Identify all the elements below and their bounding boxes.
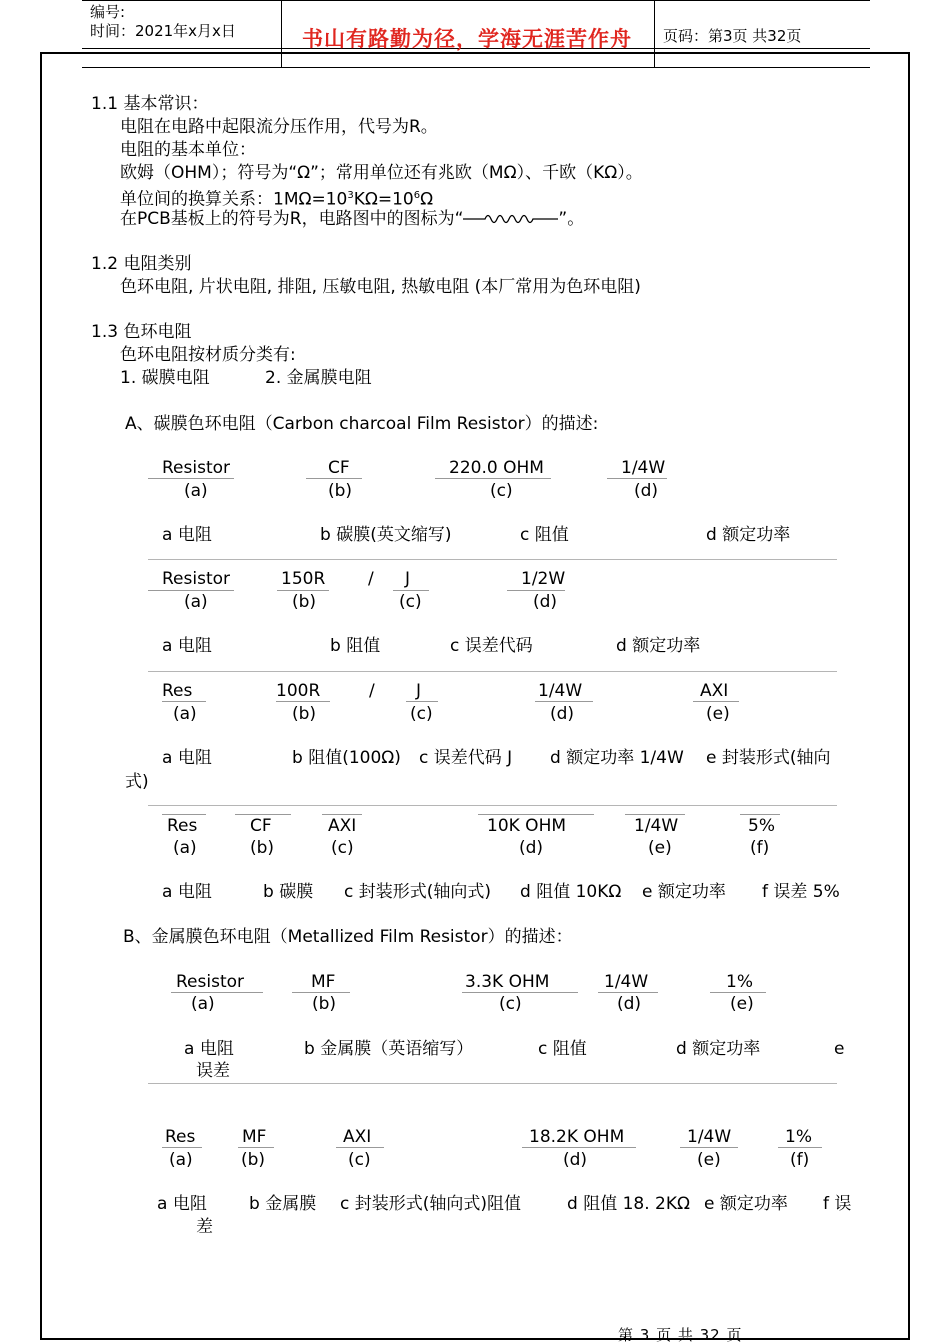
code-part: 150R <box>281 569 326 589</box>
code-letter: (b) <box>250 838 275 858</box>
code-description: b 金属膜（英语缩写） <box>304 1039 474 1059</box>
code-part: CF <box>328 458 350 478</box>
code-description: d 额定功率 <box>616 636 701 656</box>
example-separator <box>148 805 837 806</box>
code-description: b 阻值(100Ω) <box>292 748 401 768</box>
page-footer: 第 3 页 共 32 页 <box>618 1326 743 1344</box>
code-description: a 电阻 <box>184 1039 234 1059</box>
code-description: a 电阻 <box>162 525 212 545</box>
code-letter: (b) <box>328 481 353 501</box>
code-letter: (a) <box>184 481 208 501</box>
code-letter: (d) <box>533 592 558 612</box>
code-letter: (f) <box>750 838 770 858</box>
code-description: b 阻值 <box>330 636 381 656</box>
code-part: 18.2K OHM <box>529 1127 625 1147</box>
section-1-1-title: 1.1 基本常识： <box>91 94 209 114</box>
code-description: a 电阻 <box>162 748 212 768</box>
code-part: 1/4W <box>621 458 666 478</box>
code-part: Resistor <box>162 569 230 589</box>
header-top-rule <box>82 0 870 1</box>
code-part: 3.3K OHM <box>465 972 550 992</box>
code-description: c 阻值 <box>538 1039 587 1059</box>
type-metal-film: 2. 金属膜电阻 <box>265 368 372 388</box>
example-separator <box>148 559 837 560</box>
code-description: d 额定功率 1/4W <box>550 748 684 768</box>
code-part: AXI <box>328 816 357 836</box>
example-separator <box>148 671 837 672</box>
code-letter: (d) <box>519 838 544 858</box>
code-description: c 阻值 <box>520 525 569 545</box>
code-underline <box>478 814 594 815</box>
code-part: CF <box>250 816 272 836</box>
code-description: b 碳膜 <box>263 882 314 902</box>
code-letter: (c) <box>410 704 433 724</box>
code-description: e 额定功率 <box>704 1194 788 1214</box>
code-description: e 封装形式(轴向 <box>706 748 831 768</box>
code-description: d 阻值 10KΩ <box>520 882 622 902</box>
code-letter: (e) <box>706 704 730 724</box>
code-letter: (a) <box>173 704 197 724</box>
code-letter: (d) <box>550 704 575 724</box>
code-part: 1% <box>726 972 753 992</box>
code-part: 1/4W <box>634 816 679 836</box>
code-part: / <box>368 569 374 589</box>
code-part: Resistor <box>176 972 244 992</box>
code-letter: (a) <box>184 592 208 612</box>
code-description: a 电阻 <box>157 1194 207 1214</box>
code-description: c 误差代码 <box>450 636 533 656</box>
code-part: Res <box>162 681 193 701</box>
code-description: b 碳膜(英文缩写) <box>320 525 452 545</box>
code-letter: (a) <box>169 1150 193 1170</box>
code-letter: (c) <box>499 994 522 1014</box>
code-part: 1/2W <box>521 569 566 589</box>
code-description: e 额定功率 <box>642 882 726 902</box>
code-letter: (a) <box>191 994 215 1014</box>
code-letter: (c) <box>331 838 354 858</box>
code-underline <box>522 1147 636 1148</box>
unit-conversion-line: 单位间的换算关系：$1M\Omega=10^3K\Omega=10^6\Omega$ <box>120 189 434 210</box>
section-1-1-line-2: 电阻的基本单位： <box>120 140 256 160</box>
code-underline <box>171 992 263 993</box>
code-underline <box>406 701 438 702</box>
header-motto: 书山有路勤为径，学海无涯苦作舟 <box>302 27 632 51</box>
code-description: c 封装形式(轴向式)阻值 <box>340 1194 522 1214</box>
code-underline <box>336 1147 384 1148</box>
code-part: MF <box>242 1127 267 1147</box>
time-label: 时间：2021年x月x日 <box>90 22 236 40</box>
metal-film-title: B、金属膜色环电阻（Metallized Film Resistor）的描述： <box>123 927 573 947</box>
code-part: 100R <box>276 681 321 701</box>
code-underline <box>148 478 234 479</box>
code-letter: (d) <box>634 481 659 501</box>
code-part: Res <box>165 1127 196 1147</box>
page-label: 页码：第3页 共32页 <box>663 27 802 45</box>
code-part: 1/4W <box>604 972 649 992</box>
code-description: a 电阻 <box>162 636 212 656</box>
code-letter: (d) <box>563 1150 588 1170</box>
code-letter: (a) <box>173 838 197 858</box>
code-description: d 阻值 18. 2KΩ <box>567 1194 690 1214</box>
code-underline <box>778 1147 822 1148</box>
code-description-wrap: 差 <box>196 1217 213 1237</box>
section-1-1-line-3: 欧姆（OHM）；符号为“Ω”；常用单位还有兆欧（MΩ）、千欧（KΩ）。 <box>120 163 643 183</box>
code-letter: (f) <box>790 1150 810 1170</box>
code-part: 5% <box>748 816 775 836</box>
code-description: c 误差代码 J <box>419 748 513 768</box>
code-underline <box>162 701 206 702</box>
pcb-symbol-line: 在PCB基板上的符号为R，电路图中的图标为“ ”。 <box>120 209 585 229</box>
section-1-1-line-1: 电阻在电路中起限流分压作用，代号为R。 <box>120 117 438 137</box>
example-separator <box>148 1083 837 1084</box>
code-letter: (c) <box>348 1150 371 1170</box>
code-letter: (b) <box>241 1150 266 1170</box>
code-letter: (b) <box>292 592 317 612</box>
code-description: e <box>834 1039 845 1059</box>
code-letter: (d) <box>617 994 642 1014</box>
code-letter: (e) <box>730 994 754 1014</box>
code-description: b 金属膜 <box>249 1194 317 1214</box>
type-carbon-film: 1. 碳膜电阻 <box>120 368 210 388</box>
code-description-wrap: 式) <box>125 772 149 792</box>
code-description: c 封装形式(轴向式) <box>344 882 492 902</box>
code-part: J <box>405 569 411 589</box>
code-underline <box>680 1147 738 1148</box>
code-description: a 电阻 <box>162 882 212 902</box>
code-part: MF <box>311 972 336 992</box>
section-1-2-title: 1.2 电阻类别 <box>91 254 192 274</box>
resistor-symbol-icon <box>463 211 558 227</box>
serial-label: 编号: <box>90 3 126 21</box>
code-part: 1% <box>785 1127 812 1147</box>
code-part: Res <box>167 816 198 836</box>
code-underline <box>435 478 551 479</box>
code-underline <box>276 701 330 702</box>
section-1-3-title: 1.3 色环电阻 <box>91 322 192 342</box>
code-underline <box>535 701 593 702</box>
code-description-wrap: 误差 <box>196 1061 230 1081</box>
code-underline <box>306 478 362 479</box>
code-description: d 额定功率 <box>706 525 791 545</box>
code-part: J <box>416 681 422 701</box>
code-letter: (c) <box>399 592 422 612</box>
code-underline <box>625 814 685 815</box>
code-underline <box>322 814 362 815</box>
code-description: f 误差 5% <box>762 882 840 902</box>
code-letter: (b) <box>292 704 317 724</box>
code-letter: (e) <box>697 1150 721 1170</box>
code-part: / <box>369 681 375 701</box>
section-1-2-line-1: 色环电阻, 片状电阻, 排阻, 压敏电阻, 热敏电阻 (本厂常用为色环电阻) <box>120 277 641 297</box>
code-underline <box>162 814 206 815</box>
code-description: d 额定功率 <box>676 1039 761 1059</box>
code-underline <box>607 478 667 479</box>
code-part: Resistor <box>162 458 230 478</box>
code-underline <box>740 814 780 815</box>
code-part: 10K OHM <box>487 816 567 836</box>
code-letter: (c) <box>490 481 513 501</box>
code-underline <box>693 701 739 702</box>
section-1-3-line-1: 色环电阻按材质分类有: <box>120 345 296 365</box>
code-part: 1/4W <box>538 681 583 701</box>
carbon-film-title: A、碳膜色环电阻（Carbon charcoal Film Resistor）的描述: <box>125 414 599 434</box>
code-part: AXI <box>343 1127 372 1147</box>
code-underline <box>162 1147 202 1148</box>
code-part: AXI <box>700 681 729 701</box>
code-underline <box>238 1147 274 1148</box>
code-part: 220.0 OHM <box>449 458 544 478</box>
code-description: f 误 <box>823 1194 852 1214</box>
code-letter: (b) <box>312 994 337 1014</box>
code-letter: (e) <box>648 838 672 858</box>
code-part: 1/4W <box>687 1127 732 1147</box>
code-underline <box>235 814 291 815</box>
